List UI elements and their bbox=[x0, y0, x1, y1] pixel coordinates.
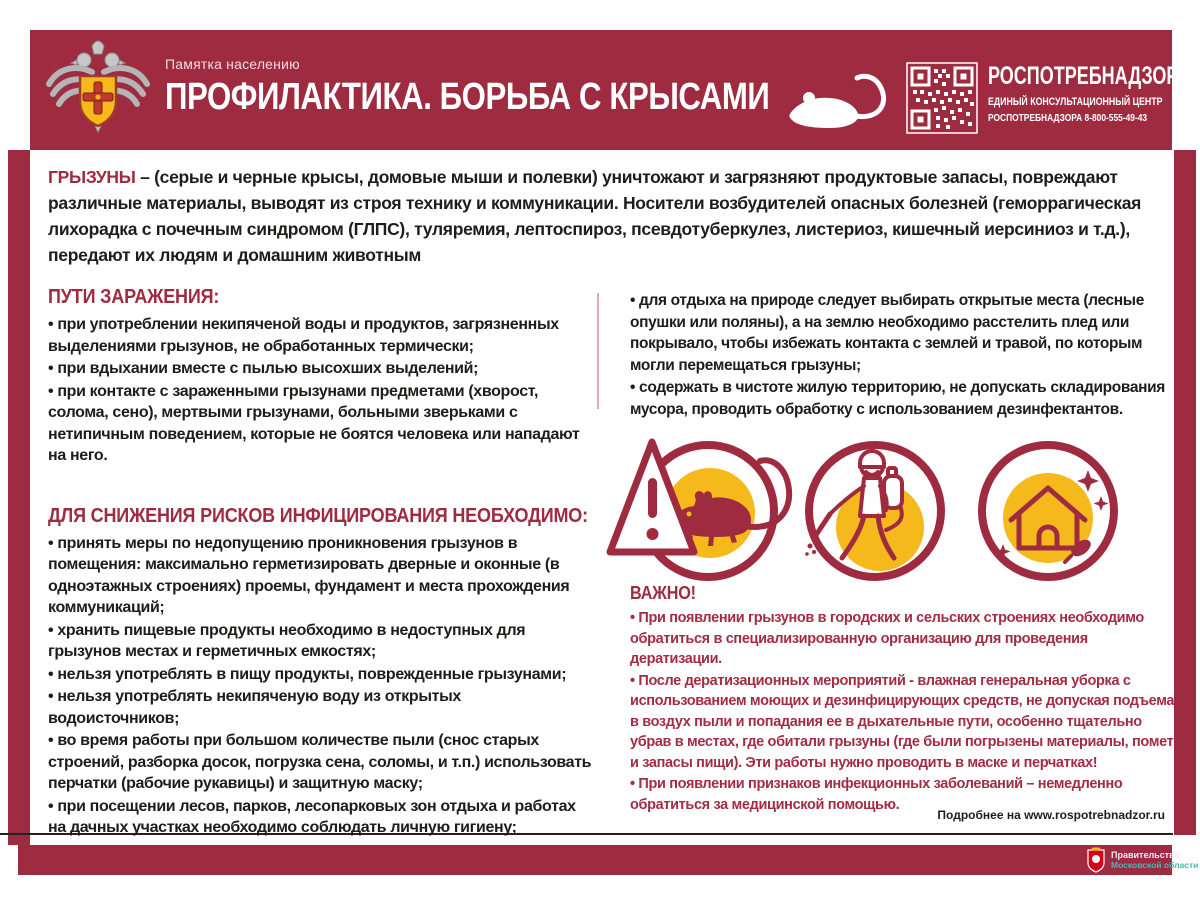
clean-house-icon bbox=[953, 432, 1143, 592]
list-item: • При появлении признаков инфекционных заболеваний – немедленно обратиться за медицинской помощью. bbox=[630, 774, 1175, 815]
list-item: • При появлении грызунов в городских и сельских строениях необходимо обратиться в специализированную организацию для проведения дератизации. bbox=[630, 608, 1175, 670]
infection-heading: ПУТИ ЗАРАЖЕНИЯ: bbox=[48, 286, 220, 308]
list-item: • при посещении лесов, парков, лесопарковых зон отдыха и работах на дачных участках необходимо соблюдать личную гигиену; bbox=[48, 796, 596, 839]
outdoor-list bbox=[630, 290, 1165, 420]
org-subtitle-1: ЕДИНЫЙ КОНСУЛЬТАЦИОННЫЙ ЦЕНТР bbox=[988, 96, 1163, 108]
rospotrebnadzor-emblem-icon bbox=[42, 36, 154, 148]
list-item: • принять меры по недопущению проникновения грызунов в помещения: максимально герметизировать дверные и оконные (в одноэтажных строениях) проемы, фундамент и места прохождения коммуникаций; bbox=[48, 533, 596, 619]
list-item: • содержать в чистоте жилую территорию, не допускать складирования мусора, проводить обработку с использованием дезинфектантов. bbox=[630, 377, 1165, 420]
gov-logo-line1: Правительство bbox=[1111, 850, 1181, 860]
kicker: Памятка населению bbox=[165, 56, 300, 72]
list-item: • при употреблении некипяченой воды и продуктов, загрязненных выделениями грызунов, не обработанных термически; bbox=[48, 314, 596, 357]
list-item: • нельзя употреблять некипяченую воду из открытых водоисточников; bbox=[48, 686, 596, 729]
left-column bbox=[48, 286, 596, 840]
list-item: • для отдыха на природе следует выбирать открытые места (лесные опушки или поляны), а на землю необходимо расстелить плед или покрывало, чтобы избежать контакта с землей и травой, по которым могли перемещаться грызуны; bbox=[630, 290, 1165, 376]
rat-silhouette-icon bbox=[782, 72, 894, 132]
qr-code bbox=[906, 62, 978, 134]
right-column-top bbox=[630, 290, 1165, 421]
left-border-strip bbox=[8, 150, 30, 845]
column-divider bbox=[597, 293, 599, 409]
moscow-region-government-logo bbox=[1086, 846, 1198, 874]
more-info-url: Подробнее на www.rospotrebnadzor.ru bbox=[937, 808, 1165, 822]
page-title: ПРОФИЛАКТИКА. БОРЬБА С КРЫСАМИ bbox=[165, 76, 770, 118]
moscow-region-crest-icon bbox=[1086, 847, 1106, 873]
list-item: • После дератизационных мероприятий - влажная генеральная уборка с использованием моющих и дезинфицирующих средств, не допуская подъема в воздух пыли и попадания ее в дыхательные пути, особенно тщательно убрав в местах, где обитали грызуны (где были погрызены материалы, помет и запасы пищи). Эти работы нужно проводить в маске и перчатках! bbox=[630, 671, 1175, 774]
right-border-strip bbox=[1174, 150, 1196, 835]
org-name: РОСПОТРЕБНАДЗОР bbox=[988, 62, 1179, 90]
list-item: • во время работы при большом количестве пыли (снос старых строений, разборка досок, погрузка сена, соломы, и т.п.) использовать перчатки (рабочие рукавицы) и защитную маску; bbox=[48, 730, 596, 795]
disinfection-worker-icon bbox=[780, 432, 970, 592]
infection-list bbox=[48, 314, 596, 467]
risk-list bbox=[48, 533, 596, 839]
list-item: • нельзя употреблять в пищу продукты, поврежденные грызунами; bbox=[48, 664, 596, 686]
list-item: • при контакте с зараженными грызунами предметами (хворост, солома, сено), мертвыми грызунами, больными зверьками с нетипичным поведением, которые не боятся человека или нападают на него. bbox=[48, 381, 596, 467]
gov-logo-line2: Московской области bbox=[1111, 860, 1199, 870]
list-item: • при вдыхании вместе с пылью высохших выделений; bbox=[48, 358, 596, 380]
intro-paragraph bbox=[48, 164, 1160, 268]
intro-text: – (серые и черные крысы, домовые мыши и полевки) уничтожают и загрязняют продуктовые запасы, повреждают различные материалы, выводят из строя технику и коммуникации. Носители возбудителей опасных болезней (геморрагическая лихорадка с почечным синдромом (ГЛПС), туляремия, лептоспироз, псевдотуберкулез, листериоз, кишечный иерсиниоз и т.д.), передают их людям и домашним животным bbox=[48, 167, 1142, 265]
list-item: • хранить пищевые продукты необходимо в недоступных для грызунов местах и герметичных емкостях; bbox=[48, 620, 596, 663]
intro-lead: ГРЫЗУНЫ bbox=[48, 167, 136, 187]
important-section bbox=[630, 583, 1175, 816]
bottom-band bbox=[18, 845, 1172, 875]
risk-heading: ДЛЯ СНИЖЕНИЯ РИСКОВ ИНФИЦИРОВАНИЯ НЕОБХОДИМО: bbox=[48, 504, 588, 527]
org-subtitle-2: РОСПОТРЕБНАДЗОРА 8-800-555-49-43 bbox=[988, 112, 1148, 124]
important-list bbox=[630, 608, 1175, 815]
important-heading: ВАЖНО! bbox=[630, 583, 696, 603]
